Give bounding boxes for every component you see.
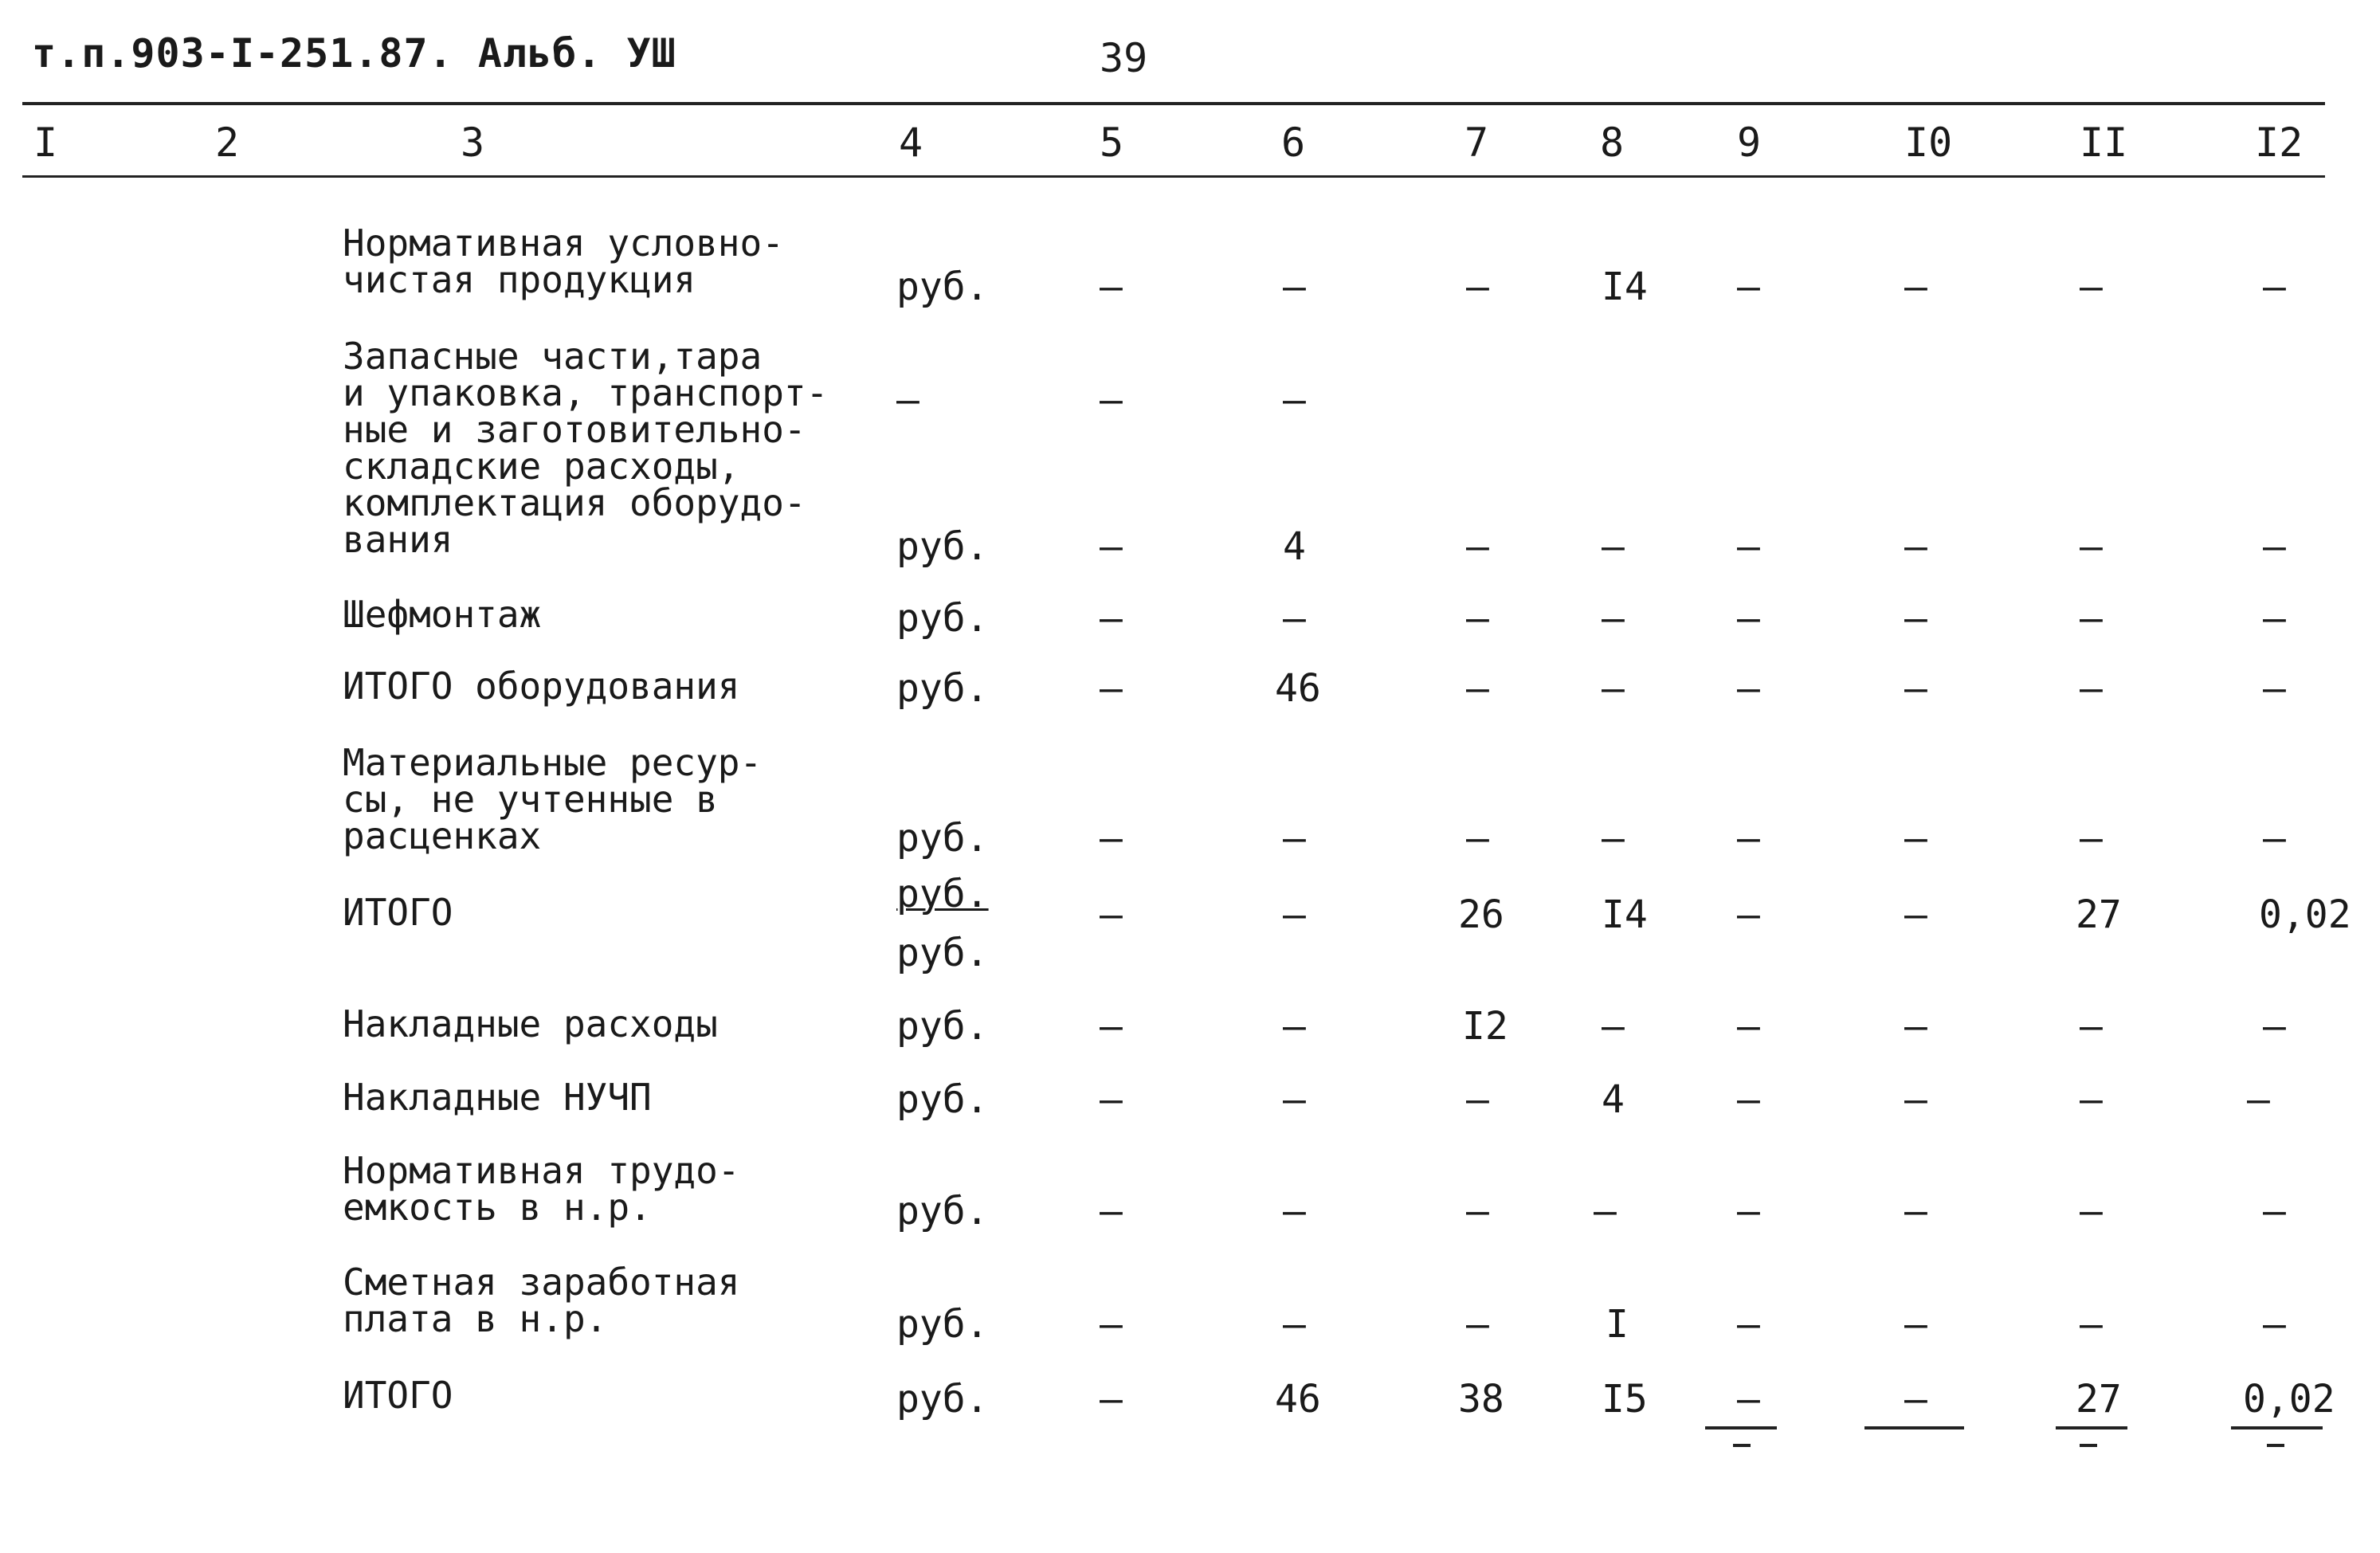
value-cell: – <box>1904 816 1927 861</box>
value-cell: – <box>1100 1077 1123 1122</box>
value-cell: – <box>1737 524 1760 569</box>
value-cell: – <box>1602 1004 1625 1049</box>
total-underline <box>1705 1426 1777 1429</box>
value-cell: – <box>1283 1077 1306 1122</box>
table-top-rule <box>22 102 2325 105</box>
value-cell: – <box>2080 596 2103 641</box>
value-cell: I4 <box>1602 892 1648 937</box>
col-header-9: 9 <box>1737 120 1762 166</box>
row-description: Накладные расходы <box>343 1002 718 1045</box>
total-underline <box>1864 1426 1964 1429</box>
row-description: Нормативная трудо- емкость в н.р. <box>343 1149 740 1229</box>
value-cell: – <box>1100 378 1123 422</box>
value-cell: – <box>1283 596 1306 641</box>
value-cell: – <box>1904 1302 1927 1347</box>
value-cell: 46 <box>1275 1377 1321 1422</box>
unit-cell: руб. <box>896 1004 989 1049</box>
unit-cell: руб. <box>896 596 989 641</box>
total-underline-mark <box>2080 1444 2097 1447</box>
col-header-8: 8 <box>1600 120 1625 166</box>
col-header-2: 2 <box>215 120 240 166</box>
page-number: 39 <box>1100 35 1148 81</box>
value-cell: I <box>1606 1302 1629 1347</box>
value-cell: – <box>1602 666 1625 711</box>
row-description: Сметная заработная плата в н.р. <box>343 1261 740 1340</box>
value-cell: – <box>2080 265 2103 309</box>
row-description: Запасные части,тара и упаковка, транспорт- ные и заготовительно- складские расходы, комплектация оборудо- вания <box>343 335 829 561</box>
value-cell: – <box>1466 596 1489 641</box>
value-cell: – <box>1904 666 1927 711</box>
unit-cell: руб. <box>896 1077 989 1122</box>
unit-cell: – <box>896 378 919 422</box>
col-header-3: 3 <box>461 120 485 166</box>
value-cell: – <box>2263 1189 2286 1233</box>
value-cell: – <box>1737 816 1760 861</box>
value-cell: – <box>2263 816 2286 861</box>
value-cell: – <box>2263 524 2286 569</box>
col-header-4: 4 <box>899 120 923 166</box>
value-cell: – <box>1100 265 1123 309</box>
value-cell: – <box>2080 1004 2103 1049</box>
unit-cell: руб. <box>896 1302 989 1347</box>
unit-cell: руб. <box>896 666 989 711</box>
value-cell: – <box>2080 1189 2103 1233</box>
value-cell: – <box>2263 596 2286 641</box>
value-cell: – <box>1737 892 1760 937</box>
value-cell: – <box>1904 524 1927 569</box>
value-cell: 27 <box>2076 1377 2122 1422</box>
value-cell: – <box>1737 596 1760 641</box>
value-cell: – <box>1100 596 1123 641</box>
value-cell: – <box>1602 596 1625 641</box>
unit-cell: руб. <box>896 931 989 975</box>
value-cell: – <box>1283 892 1306 937</box>
value-cell: – <box>1466 816 1489 861</box>
value-cell: – <box>1737 1377 1760 1422</box>
value-cell: – <box>2263 1004 2286 1049</box>
value-cell: – <box>1904 1004 1927 1049</box>
value-cell: – <box>2080 816 2103 861</box>
value-cell: – <box>2263 1302 2286 1347</box>
col-header-5: 5 <box>1100 120 1124 166</box>
value-cell: I4 <box>1602 265 1648 309</box>
value-cell: 26 <box>1458 892 1504 937</box>
value-cell: – <box>1100 1189 1123 1233</box>
value-cell: – <box>1904 1189 1927 1233</box>
unit-cell: руб. <box>896 1377 989 1422</box>
col-header-11: II <box>2080 120 2128 166</box>
value-cell: – <box>1737 1302 1760 1347</box>
value-cell: – <box>1100 666 1123 711</box>
value-cell: – <box>2263 666 2286 711</box>
value-cell: – <box>1100 892 1123 937</box>
total-underline <box>2231 1426 2323 1429</box>
value-cell: – <box>1283 1189 1306 1233</box>
value-cell: – <box>1466 524 1489 569</box>
value-cell: – <box>1737 666 1760 711</box>
value-cell: – <box>1904 1377 1927 1422</box>
value-cell: – <box>2080 1302 2103 1347</box>
total-underline-mark <box>1733 1444 1751 1447</box>
value-cell: – <box>1904 1077 1927 1122</box>
unit-cell: руб. <box>896 1189 989 1233</box>
document-code: т.п.903-I-251.87. Альб. УШ <box>32 30 676 76</box>
total-underline <box>2056 1426 2127 1429</box>
value-cell: – <box>1466 1189 1489 1233</box>
value-cell: – <box>1737 265 1760 309</box>
row-description: Шефмонтаж <box>343 593 542 636</box>
value-cell: – <box>2080 1077 2103 1122</box>
total-underline-mark <box>2267 1444 2284 1447</box>
col-header-1: I <box>33 120 58 166</box>
value-cell: – <box>1100 524 1123 569</box>
value-cell: 0,02 <box>2243 1377 2335 1422</box>
value-cell: – <box>1100 1004 1123 1049</box>
row-description: ИТОГО <box>343 1374 453 1417</box>
unit-cell: руб. <box>896 872 989 916</box>
value-cell: – <box>1283 1004 1306 1049</box>
value-cell: – <box>1466 265 1489 309</box>
value-cell: – <box>1737 1189 1760 1233</box>
row-description: Материальные ресур- сы, не учтенные в расценках <box>343 741 763 857</box>
value-cell: – <box>2080 666 2103 711</box>
value-cell: – <box>1100 1377 1123 1422</box>
value-cell: I2 <box>1462 1004 1508 1049</box>
value-cell: – <box>1737 1077 1760 1122</box>
value-cell: — <box>1594 1189 1617 1233</box>
value-cell: 4 <box>1602 1077 1625 1122</box>
row-description: Нормативная условно- чистая продукция <box>343 222 784 301</box>
value-cell: – <box>1737 1004 1760 1049</box>
value-cell: I5 <box>1602 1377 1648 1422</box>
value-cell: 27 <box>2076 892 2122 937</box>
value-cell: – <box>1100 816 1123 861</box>
value-cell: 46 <box>1275 666 1321 711</box>
unit-cell: руб. <box>896 524 989 569</box>
row-description: ИТОГО оборудования <box>343 665 740 708</box>
row-description: Накладные НУЧП <box>343 1076 652 1119</box>
value-cell: – <box>1283 1302 1306 1347</box>
value-cell: – <box>1100 1302 1123 1347</box>
unit-cell: руб. <box>896 265 989 309</box>
col-header-12: I2 <box>2255 120 2304 166</box>
value-cell: – <box>1466 666 1489 711</box>
table-header-rule <box>22 175 2325 178</box>
value-cell: 38 <box>1458 1377 1504 1422</box>
value-cell: – <box>1602 816 1625 861</box>
col-header-10: I0 <box>1904 120 1953 166</box>
unit-cell: руб. <box>896 816 989 861</box>
value-cell: – <box>1466 1077 1489 1122</box>
value-cell: – <box>1904 892 1927 937</box>
value-cell: – <box>1283 378 1306 422</box>
value-cell: – <box>1283 265 1306 309</box>
value-cell: 4 <box>1283 524 1306 569</box>
value-cell: – <box>1466 1302 1489 1347</box>
value-cell: – <box>1904 265 1927 309</box>
value-cell: – <box>1283 816 1306 861</box>
value-cell: – <box>2263 265 2286 309</box>
col-header-7: 7 <box>1464 120 1489 166</box>
value-cell: 0,02 <box>2259 892 2351 937</box>
value-cell: – <box>1602 524 1625 569</box>
value-cell: – <box>1904 596 1927 641</box>
row-description: ИТОГО <box>343 891 453 934</box>
value-cell: – <box>2247 1077 2270 1122</box>
col-header-6: 6 <box>1281 120 1306 166</box>
value-cell: – <box>2080 524 2103 569</box>
